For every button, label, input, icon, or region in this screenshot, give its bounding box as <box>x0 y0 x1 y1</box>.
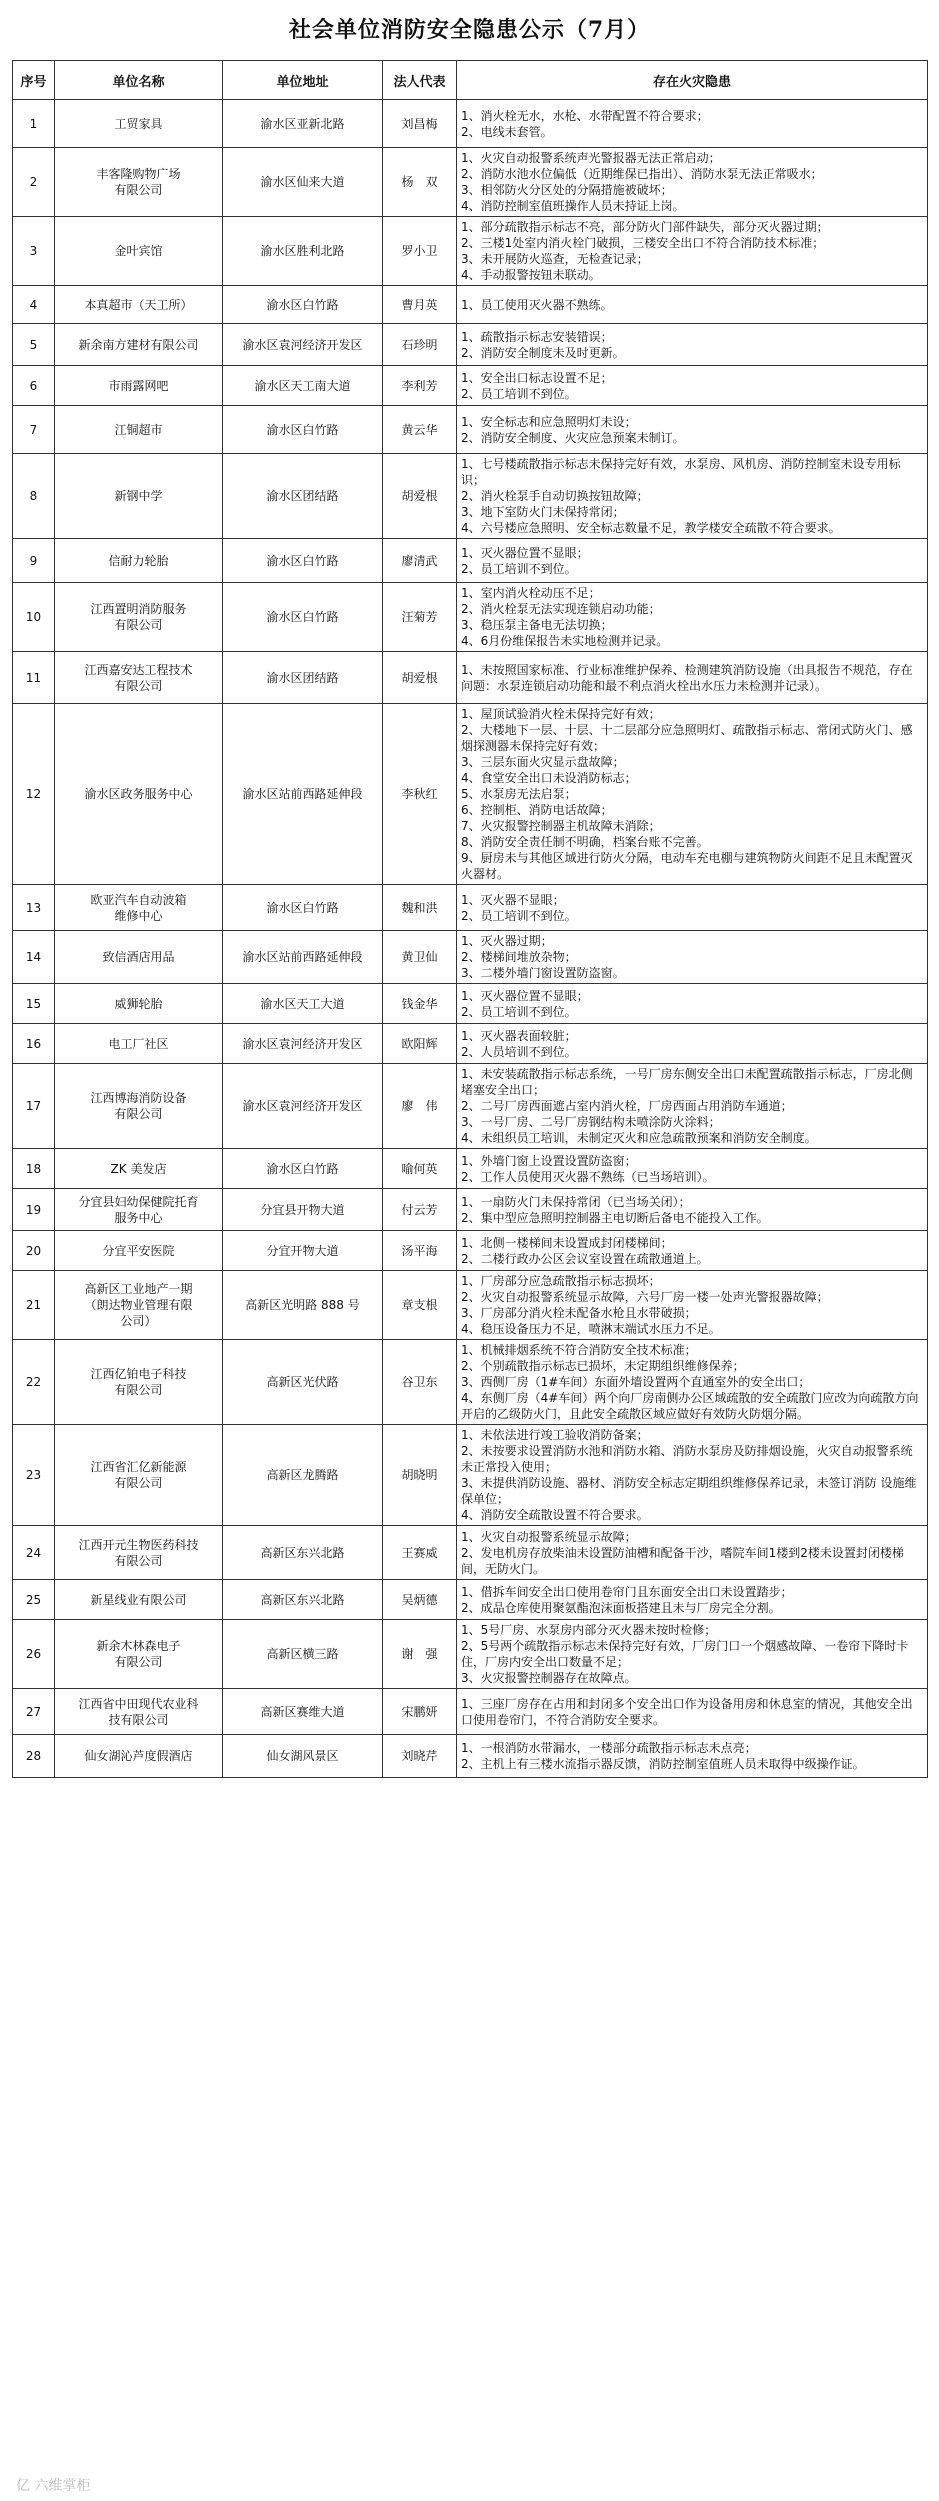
hazard-item: 1、七号楼疏散指示标志未保持完好有效，水泵房、风机房、消防控制室未设专用标识； <box>461 457 901 487</box>
hazard-list <box>457 406 928 454</box>
table-body <box>13 100 928 1778</box>
unit-address: 渝水区白竹路 <box>223 406 383 454</box>
hazard-list <box>457 1189 928 1231</box>
table-row <box>13 366 928 406</box>
unit-name: 江西省中田现代农业科 技有限公司 <box>55 1689 223 1735</box>
legal-representative: 钱金华 <box>383 984 457 1024</box>
hazard-item: 3、三层东面火灾显示盘故障； <box>461 755 625 769</box>
hazard-item: 3、未开展防火巡查，无检查记录； <box>461 252 649 266</box>
hazard-item: 2、二楼行政办公区会议室设置在疏散通道上。 <box>461 1251 709 1266</box>
unit-address: 高新区光伏路 <box>223 1340 383 1425</box>
unit-address: 渝水区袁河经济开发区 <box>223 1024 383 1064</box>
unit-name: 高新区工业地产一期 （朗达物业管理有限 公司） <box>55 1271 223 1340</box>
hazard-item: 2、集中型应急照明控制器主电切断后备电不能投入工作。 <box>461 1210 769 1225</box>
hazard-item: 1、消火栓无水，水枪、水带配置不符合要求； <box>461 108 709 123</box>
unit-address: 高新区光明路 888 号 <box>223 1271 383 1340</box>
table-row <box>13 1024 928 1064</box>
header-hazards: 存在火灾隐患 <box>457 61 928 100</box>
row-number: 17 <box>13 1064 55 1149</box>
hazard-item: 2、工作人员使用灭火器不熟练（已当场培训）。 <box>461 1169 715 1184</box>
hazard-item: 1、部分疏散指示标志不亮，部分防火门部件缺失，部分灭火器过期； <box>461 220 829 234</box>
unit-address: 渝水区亚新北路 <box>223 100 383 148</box>
hazard-item: 2、发电机房存放柴油未设置防油槽和配备干沙，嗜院车间1楼到2楼未设置封闭楼梯间，无防火门。 <box>461 1545 904 1576</box>
hazard-list <box>457 1526 928 1580</box>
hazard-item: 1、灭火器位置不显眼； <box>461 988 589 1003</box>
row-number: 10 <box>13 583 55 652</box>
row-number: 2 <box>13 148 55 217</box>
hazard-item: 3、西侧厂房（1#车间）东面外墙设置两个直通室外的安全出口； <box>461 1375 811 1389</box>
legal-representative: 曹月英 <box>383 286 457 324</box>
legal-representative: 刘昌梅 <box>383 100 457 148</box>
unit-name: 江西开元生物医药科技 有限公司 <box>55 1526 223 1580</box>
hazard-item: 1、室内消火栓动压不足； <box>461 586 601 600</box>
unit-address: 渝水区袁河经济开发区 <box>223 1064 383 1149</box>
hazard-list <box>457 1231 928 1271</box>
hazard-list <box>457 100 928 148</box>
table-row <box>13 454 928 539</box>
table-row <box>13 539 928 583</box>
unit-address: 渝水区仙来大道 <box>223 148 383 217</box>
hazard-item: 1、北侧一楼梯间未设置成封闭楼梯间； <box>461 1235 673 1250</box>
page-title: 社会单位消防安全隐患公示（7月） <box>288 17 651 43</box>
row-number: 4 <box>13 286 55 324</box>
unit-address: 渝水区白竹路 <box>223 286 383 324</box>
hazard-list <box>457 324 928 366</box>
table-row <box>13 1189 928 1231</box>
row-number: 15 <box>13 984 55 1024</box>
unit-address: 高新区龙腾路 <box>223 1425 383 1526</box>
unit-address: 渝水区白竹路 <box>223 583 383 652</box>
hazard-item: 1、安全标志和应急照明灯未设； <box>461 414 637 429</box>
hazard-list <box>457 1149 928 1189</box>
hazard-item: 1、机械排烟系统不符合消防安全技术标准； <box>461 1343 697 1357</box>
row-number: 22 <box>13 1340 55 1425</box>
legal-representative: 宋鹏妍 <box>383 1689 457 1735</box>
hazard-item: 2、员工培训不到位。 <box>461 1004 577 1019</box>
unit-address: 渝水区团结路 <box>223 454 383 539</box>
unit-name: 信耐力轮胎 <box>55 539 223 583</box>
row-number: 8 <box>13 454 55 539</box>
hazard-item: 4、六号楼应急照明、安全标志数量不足，教学楼安全疏散不符合要求。 <box>461 521 841 535</box>
unit-address: 渝水区白竹路 <box>223 1149 383 1189</box>
unit-name: 金叶宾馆 <box>55 217 223 286</box>
row-number: 27 <box>13 1689 55 1735</box>
legal-representative: 胡爱根 <box>383 652 457 704</box>
hazard-item: 4、未组织员工培训，未制定灭火和应急疏散预案和消防安全制度。 <box>461 1131 817 1145</box>
legal-representative: 石珍明 <box>383 324 457 366</box>
hazard-list <box>457 1024 928 1064</box>
hazard-list <box>457 583 928 652</box>
unit-name: 新余木林森电子 有限公司 <box>55 1620 223 1689</box>
hazard-list <box>457 885 928 931</box>
table-row <box>13 984 928 1024</box>
table-header-row <box>13 61 928 100</box>
hazard-item: 2、未按要求设置消防水池和消防水箱、消防水泵房及防排烟设施，火灾自动报警系统未正常投入使用； <box>461 1444 913 1474</box>
unit-name: 本真超市（天工所） <box>55 286 223 324</box>
unit-address: 仙女湖风景区 <box>223 1735 383 1778</box>
unit-name: 丰客隆购物广场 有限公司 <box>55 148 223 217</box>
unit-address: 渝水区胜利北路 <box>223 217 383 286</box>
table-row <box>13 406 928 454</box>
row-number: 3 <box>13 217 55 286</box>
hazard-item: 3、未提供消防设施、器材、消防安全标志定期组织维修保养记录，未签订消防 设施维保单位； <box>461 1476 917 1506</box>
unit-address: 高新区横三路 <box>223 1620 383 1689</box>
unit-address: 高新区东兴北路 <box>223 1526 383 1580</box>
row-number: 1 <box>13 100 55 148</box>
row-number: 7 <box>13 406 55 454</box>
hazard-list <box>457 931 928 984</box>
row-number: 12 <box>13 704 55 885</box>
legal-representative: 王赛威 <box>383 1526 457 1580</box>
hazard-list <box>457 704 928 885</box>
unit-name: 江西博海消防设备 有限公司 <box>55 1064 223 1149</box>
legal-representative: 喻何英 <box>383 1149 457 1189</box>
table-row <box>13 148 928 217</box>
legal-representative: 吴炳德 <box>383 1580 457 1620</box>
row-number: 14 <box>13 931 55 984</box>
unit-address: 高新区东兴北路 <box>223 1580 383 1620</box>
table-row <box>13 885 928 931</box>
hazard-item: 7、火灾报警控制器主机故障未消除； <box>461 819 661 833</box>
unit-name: 分宜平安医院 <box>55 1231 223 1271</box>
unit-address: 渝水区白竹路 <box>223 539 383 583</box>
hazard-list <box>457 652 928 704</box>
legal-representative: 汤平海 <box>383 1231 457 1271</box>
row-number: 18 <box>13 1149 55 1189</box>
unit-name: 威狮轮胎 <box>55 984 223 1024</box>
hazard-item: 1、灭火器表面较脏； <box>461 1028 577 1043</box>
header-unit-name: 单位名称 <box>55 61 223 100</box>
header-legal-rep: 法人代表 <box>383 61 457 100</box>
hazard-list <box>457 1064 928 1149</box>
table-row <box>13 1340 928 1425</box>
hazard-item: 2、人员培训不到位。 <box>461 1044 577 1059</box>
row-number: 6 <box>13 366 55 406</box>
hazard-item: 1、火灾自动报警系统显示故障； <box>461 1529 637 1544</box>
table-row <box>13 324 928 366</box>
hazard-item: 1、未依法进行竣工验收消防备案； <box>461 1428 649 1442</box>
unit-address: 渝水区袁河经济开发区 <box>223 324 383 366</box>
row-number: 9 <box>13 539 55 583</box>
hazard-item: 3、火灾报警控制器存在故障点。 <box>461 1671 637 1685</box>
legal-representative: 刘晓芹 <box>383 1735 457 1778</box>
hazard-item: 3、一号厂房、二号厂房钢结构未喷涂防火涂料； <box>461 1115 721 1129</box>
hazard-item: 1、灭火器位置不显眼； <box>461 545 589 560</box>
hazard-list <box>457 1689 928 1735</box>
unit-name: 江西置明消防服务 有限公司 <box>55 583 223 652</box>
unit-name: ZK 美发店 <box>55 1149 223 1189</box>
hazard-item: 1、5号厂房、水泵房内部分灭火器未按时检修； <box>461 1623 717 1637</box>
row-number: 13 <box>13 885 55 931</box>
hazard-item: 3、厂房部分消火栓未配备水枪且水带破损； <box>461 1306 697 1320</box>
hazard-item: 5、水泵房无法启泵； <box>461 787 577 801</box>
hazard-item: 2、主机上有三楼水流指示器反馈，消防控制室值班人员未取得中级操作证。 <box>461 1757 865 1771</box>
legal-representative: 杨 双 <box>383 148 457 217</box>
hazard-list <box>457 1735 928 1778</box>
hazard-item: 2、消火栓泵无法实现连锁启动功能； <box>461 602 661 616</box>
unit-name: 新余南方建材有限公司 <box>55 324 223 366</box>
hazard-item: 2、员工培训不到位。 <box>461 908 577 923</box>
hazard-list <box>457 366 928 406</box>
hazard-item: 2、消火栓泵手自动切换按钮故障； <box>461 489 649 503</box>
hazard-item: 2、5号两个疏散指示标志未保持完好有效，厂房门口一个烟感故障、一卷帘下降时卡住，厂房内安全出口数量不足； <box>461 1639 909 1669</box>
legal-representative: 黄云华 <box>383 406 457 454</box>
table-row <box>13 286 928 324</box>
hazard-item: 1、外墙门窗上设置设置防盗窗； <box>461 1153 637 1168</box>
row-number: 28 <box>13 1735 55 1778</box>
table-row <box>13 217 928 286</box>
table-row <box>13 1526 928 1580</box>
hazard-item: 4、消防控制室值班操作人员未持证上岗。 <box>461 199 685 213</box>
legal-representative: 汪菊芳 <box>383 583 457 652</box>
table-row <box>13 100 928 148</box>
unit-name: 江西嘉安达工程技术 有限公司 <box>55 652 223 704</box>
hazard-list <box>457 148 928 217</box>
row-number: 26 <box>13 1620 55 1689</box>
hazard-item: 2、楼梯间堆放杂物； <box>461 950 577 964</box>
hazard-item: 2、二号厂房西面遮占室内消火栓，厂房西面占用消防车通道； <box>461 1099 793 1113</box>
hazard-item: 1、厂房部分应急疏散指示标志损坏； <box>461 1274 661 1288</box>
hazard-item: 2、三楼1处室内消火栓门破损，三楼安全出口不符合消防技术标准； <box>461 236 825 250</box>
legal-representative: 谢 强 <box>383 1620 457 1689</box>
legal-representative: 胡晓明 <box>383 1425 457 1526</box>
hazard-item: 2、消防安全制度未及时更新。 <box>461 345 625 360</box>
hazard-list <box>457 1425 928 1526</box>
unit-name: 工贸家具 <box>55 100 223 148</box>
legal-representative: 胡爱根 <box>383 454 457 539</box>
hazard-item: 2、消防水池水位偏低（近期维保已指出）、消防水泵无法正常吸水； <box>461 167 823 181</box>
unit-address: 渝水区站前西路延伸段 <box>223 704 383 885</box>
row-number: 20 <box>13 1231 55 1271</box>
hazard-item: 2、成品仓库使用聚氨酯泡沫面板搭建且未与厂房完全分割。 <box>461 1600 781 1615</box>
hazard-item: 1、安全出口标志设置不足； <box>461 370 613 385</box>
hazard-item: 3、二楼外墙门窗设置防盗窗。 <box>461 966 625 980</box>
legal-representative: 章支根 <box>383 1271 457 1340</box>
legal-representative: 廖 伟 <box>383 1064 457 1149</box>
hazard-list <box>457 1580 928 1620</box>
hazard-item: 2、火灾自动报警系统显示故障，六号厂房一楼一处声光警报器故障； <box>461 1290 829 1304</box>
hazard-item: 1、疏散指示标志安装错误； <box>461 329 613 344</box>
hazard-item: 3、稳压泵主备电无法切换； <box>461 618 613 632</box>
row-number: 19 <box>13 1189 55 1231</box>
hazard-item: 1、三座厂房存在占用和封闭多个安全出口作为设备用房和休息室的情况，其他安全出口使用卷帘门，不符合消防安全要求。 <box>461 1696 913 1727</box>
hazard-item: 1、未安装疏散指示标志系统，一号厂房东侧安全出口未配置疏散指示标志，厂房北侧堵塞安全出口； <box>461 1067 913 1097</box>
hazard-item: 3、相邻防火分区处的分隔措施被破坏； <box>461 183 673 197</box>
hazard-list <box>457 1340 928 1425</box>
hazard-item: 4、稳压设备压力不足，喷淋末端试水压力不足。 <box>461 1322 721 1336</box>
legal-representative: 罗小卫 <box>383 217 457 286</box>
unit-address: 分宜开物大道 <box>223 1231 383 1271</box>
hazard-item: 1、一扇防火门未保持常闭（已当场关闭）； <box>461 1194 691 1209</box>
unit-address: 渝水区天工大道 <box>223 984 383 1024</box>
hazard-item: 4、东侧厂房（4#车间）两个向厂房南侧办公区域疏散的安全疏散门应改为向疏散方向开启的乙级防火门，且此安全疏散区域应做好有效防火防烟分隔。 <box>461 1391 919 1421</box>
row-number: 16 <box>13 1024 55 1064</box>
hazard-item: 4、消防安全疏散设置不符合要求。 <box>461 1508 649 1522</box>
table-row <box>13 704 928 885</box>
row-number: 25 <box>13 1580 55 1620</box>
row-number: 21 <box>13 1271 55 1340</box>
unit-address: 渝水区白竹路 <box>223 885 383 931</box>
hazard-item: 1、灭火器过期； <box>461 934 553 948</box>
unit-name: 渝水区政务服务中心 <box>55 704 223 885</box>
table-row <box>13 931 928 984</box>
hazard-list <box>457 539 928 583</box>
unit-name: 新星线业有限公司 <box>55 1580 223 1620</box>
legal-representative: 欧阳辉 <box>383 1024 457 1064</box>
unit-name: 江西省汇亿新能源 有限公司 <box>55 1425 223 1526</box>
hazard-item: 1、屋顶试验消火栓未保持完好有效； <box>461 707 661 721</box>
hazard-item: 1、一根消防水带漏水，一楼部分疏散指示标志未点亮； <box>461 1741 757 1755</box>
unit-name: 江铜超市 <box>55 406 223 454</box>
legal-representative: 谷卫东 <box>383 1340 457 1425</box>
hazard-list <box>457 1271 928 1340</box>
row-number: 23 <box>13 1425 55 1526</box>
table-row <box>13 1231 928 1271</box>
legal-representative: 廖清武 <box>383 539 457 583</box>
table-row <box>13 1620 928 1689</box>
unit-name: 致信酒店用品 <box>55 931 223 984</box>
hazard-list <box>457 454 928 539</box>
hazard-item: 1、借拆车间安全出口使用卷帘门且东面安全出口未设置踏步； <box>461 1584 793 1599</box>
unit-name: 电工厂社区 <box>55 1024 223 1064</box>
table-row <box>13 1271 928 1340</box>
legal-representative: 付云芳 <box>383 1189 457 1231</box>
header-no: 序号 <box>13 61 55 100</box>
hazard-item: 4、食堂安全出口未设消防标志； <box>461 771 637 785</box>
table-row <box>13 1735 928 1778</box>
hazard-item: 3、地下室防火门未保持常闭； <box>461 505 625 519</box>
hazard-item: 4、6月份维保报告未实地检测并记录。 <box>461 634 669 648</box>
hazard-list <box>457 984 928 1024</box>
table-row <box>13 1580 928 1620</box>
unit-name: 分宜县妇幼保健院托育 服务中心 <box>55 1189 223 1231</box>
hazard-item: 2、大楼地下一层、十层、十二层部分应急照明灯、疏散指示标志、常闭式防火门、感烟探测器未保持完好有效； <box>461 723 913 753</box>
hazard-item: 2、个别疏散指示标志已损坏，未定期组织维修保养； <box>461 1359 745 1373</box>
table-row <box>13 1149 928 1189</box>
unit-name: 市雨露网吧 <box>55 366 223 406</box>
legal-representative: 李秋红 <box>383 704 457 885</box>
table-row <box>13 1689 928 1735</box>
hazard-item: 1、员工使用灭火器不熟练。 <box>461 297 613 312</box>
row-number: 5 <box>13 324 55 366</box>
table-row <box>13 583 928 652</box>
hazard-list <box>457 217 928 286</box>
unit-address: 高新区赛维大道 <box>223 1689 383 1735</box>
table-row <box>13 1064 928 1149</box>
hazard-item: 4、手动报警按钮未联动。 <box>461 268 601 282</box>
hazard-item: 2、电线未套管。 <box>461 124 553 139</box>
header-unit-address: 单位地址 <box>223 61 383 100</box>
legal-representative: 魏和洪 <box>383 885 457 931</box>
hazard-item: 1、火灾自动报警系统声光警报器无法正常启动； <box>461 151 721 165</box>
unit-address: 渝水区团结路 <box>223 652 383 704</box>
row-number: 24 <box>13 1526 55 1580</box>
hazard-item: 9、厨房未与其他区域进行防火分隔，电动车充电棚与建筑物防火间距不足且未配置灭火器材。 <box>461 851 913 881</box>
unit-address: 分宜县开物大道 <box>223 1189 383 1231</box>
hazard-item: 2、员工培训不到位。 <box>461 386 577 401</box>
hazard-item: 6、控制柜、消防电话故障； <box>461 803 613 817</box>
unit-name: 新钢中学 <box>55 454 223 539</box>
legal-representative: 黄卫仙 <box>383 931 457 984</box>
watermark: 亿 六维掌柜 <box>16 2478 91 2494</box>
table-row <box>13 652 928 704</box>
hazard-item: 1、灭火器不显眼； <box>461 892 565 907</box>
hazard-item: 2、员工培训不到位。 <box>461 561 577 576</box>
legal-representative: 李利芳 <box>383 366 457 406</box>
hazard-item: 2、消防安全制度、火灾应急预案未制订。 <box>461 430 685 445</box>
unit-name: 欧亚汽车自动波箱 维修中心 <box>55 885 223 931</box>
unit-address: 渝水区站前西路延伸段 <box>223 931 383 984</box>
hazard-item: 1、未按照国家标准、行业标准维护保养、检测建筑消防设施（出具报告不规范，存在问题：水泵连锁启动功能和最不利点消火栓出水压力未检测并记录）。 <box>461 662 913 693</box>
hazard-list <box>457 286 928 324</box>
hazard-list <box>457 1620 928 1689</box>
row-number: 11 <box>13 652 55 704</box>
table-row <box>13 1425 928 1526</box>
unit-address: 渝水区天工南大道 <box>223 366 383 406</box>
hazard-item: 8、消防安全责任制不明确，档案台账不完善。 <box>461 835 709 849</box>
unit-name: 仙女湖沁芦度假酒店 <box>55 1735 223 1778</box>
hazard-table <box>12 60 928 1778</box>
unit-name: 江西亿铂电子科技 有限公司 <box>55 1340 223 1425</box>
